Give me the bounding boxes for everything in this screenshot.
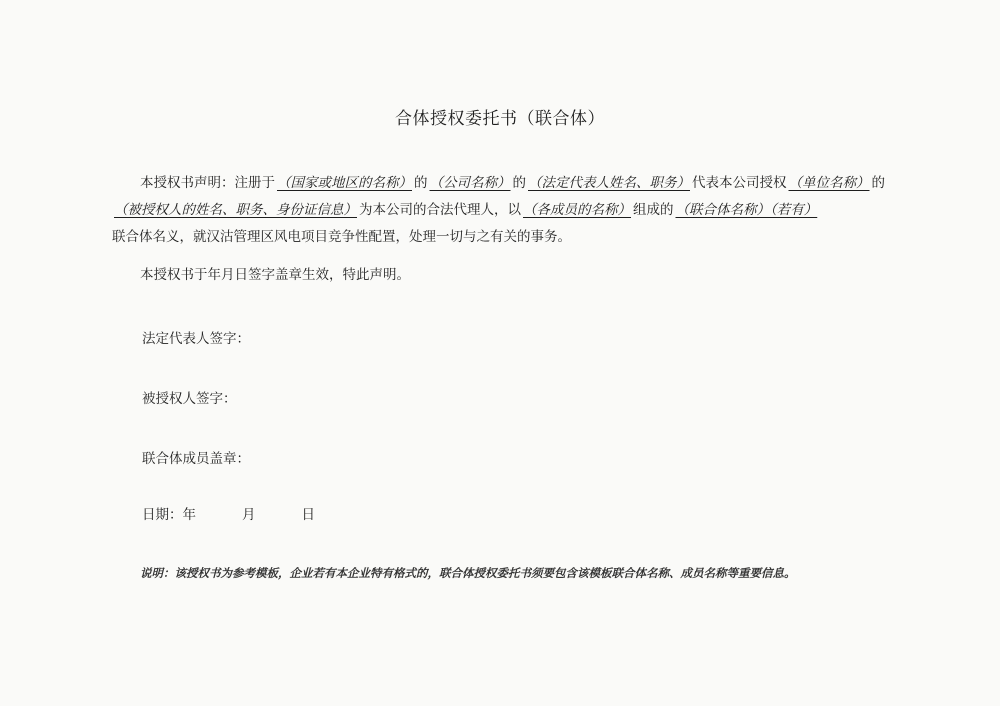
- declaration-text: 为本公司的合法代理人，以: [359, 202, 521, 218]
- consortium-name-field: （联合体名称）（若有）: [675, 202, 818, 218]
- authorized-person-field: （被授权人的姓名、职务、身份证信息）: [114, 202, 357, 218]
- date-line: [142, 503, 315, 523]
- date-year-label: 日期：年: [142, 507, 196, 523]
- date-month-label: 月: [242, 507, 256, 523]
- effective-statement: 本授权书于年月日签字盖章生效，特此声明。: [140, 267, 410, 283]
- authorized-signature-label: 被授权人签字：: [142, 391, 237, 407]
- country-name-field: （国家或地区的名称）: [277, 175, 412, 191]
- document-title: 合体授权委托书（联合体）: [395, 109, 605, 129]
- members-seal-label: 联合体成员盖章：: [142, 451, 250, 467]
- legal-rep-field: （法定代表人姓名、职务）: [528, 175, 690, 191]
- declaration-text: 的: [871, 175, 885, 191]
- date-day-label: 日: [301, 507, 315, 523]
- declaration-text: 组成的: [633, 202, 674, 218]
- legal-rep-signature-label: 法定代表人签字：: [142, 331, 250, 347]
- unit-name-field: （单位名称）: [788, 175, 870, 191]
- declaration-text: 的: [414, 175, 428, 191]
- explanatory-note: 说明：该授权书为参考模板，企业若有本企业特有格式的，联合体授权委托书须要包含该模板联合体名称、成员名称等重要信息。: [140, 566, 796, 580]
- declaration-paragraph: [112, 170, 890, 251]
- member-names-field: （各成员的名称）: [523, 202, 631, 218]
- declaration-text: 代表本公司授权: [692, 175, 787, 191]
- declaration-text: 联合体名义，就汉沽管理区风电项目竞争性配置，处理一切与之有关的事务。: [112, 229, 571, 245]
- company-name-field: （公司名称）: [429, 175, 511, 191]
- declaration-text: 的: [512, 175, 526, 191]
- declaration-text: 本授权书声明：注册于: [140, 175, 275, 191]
